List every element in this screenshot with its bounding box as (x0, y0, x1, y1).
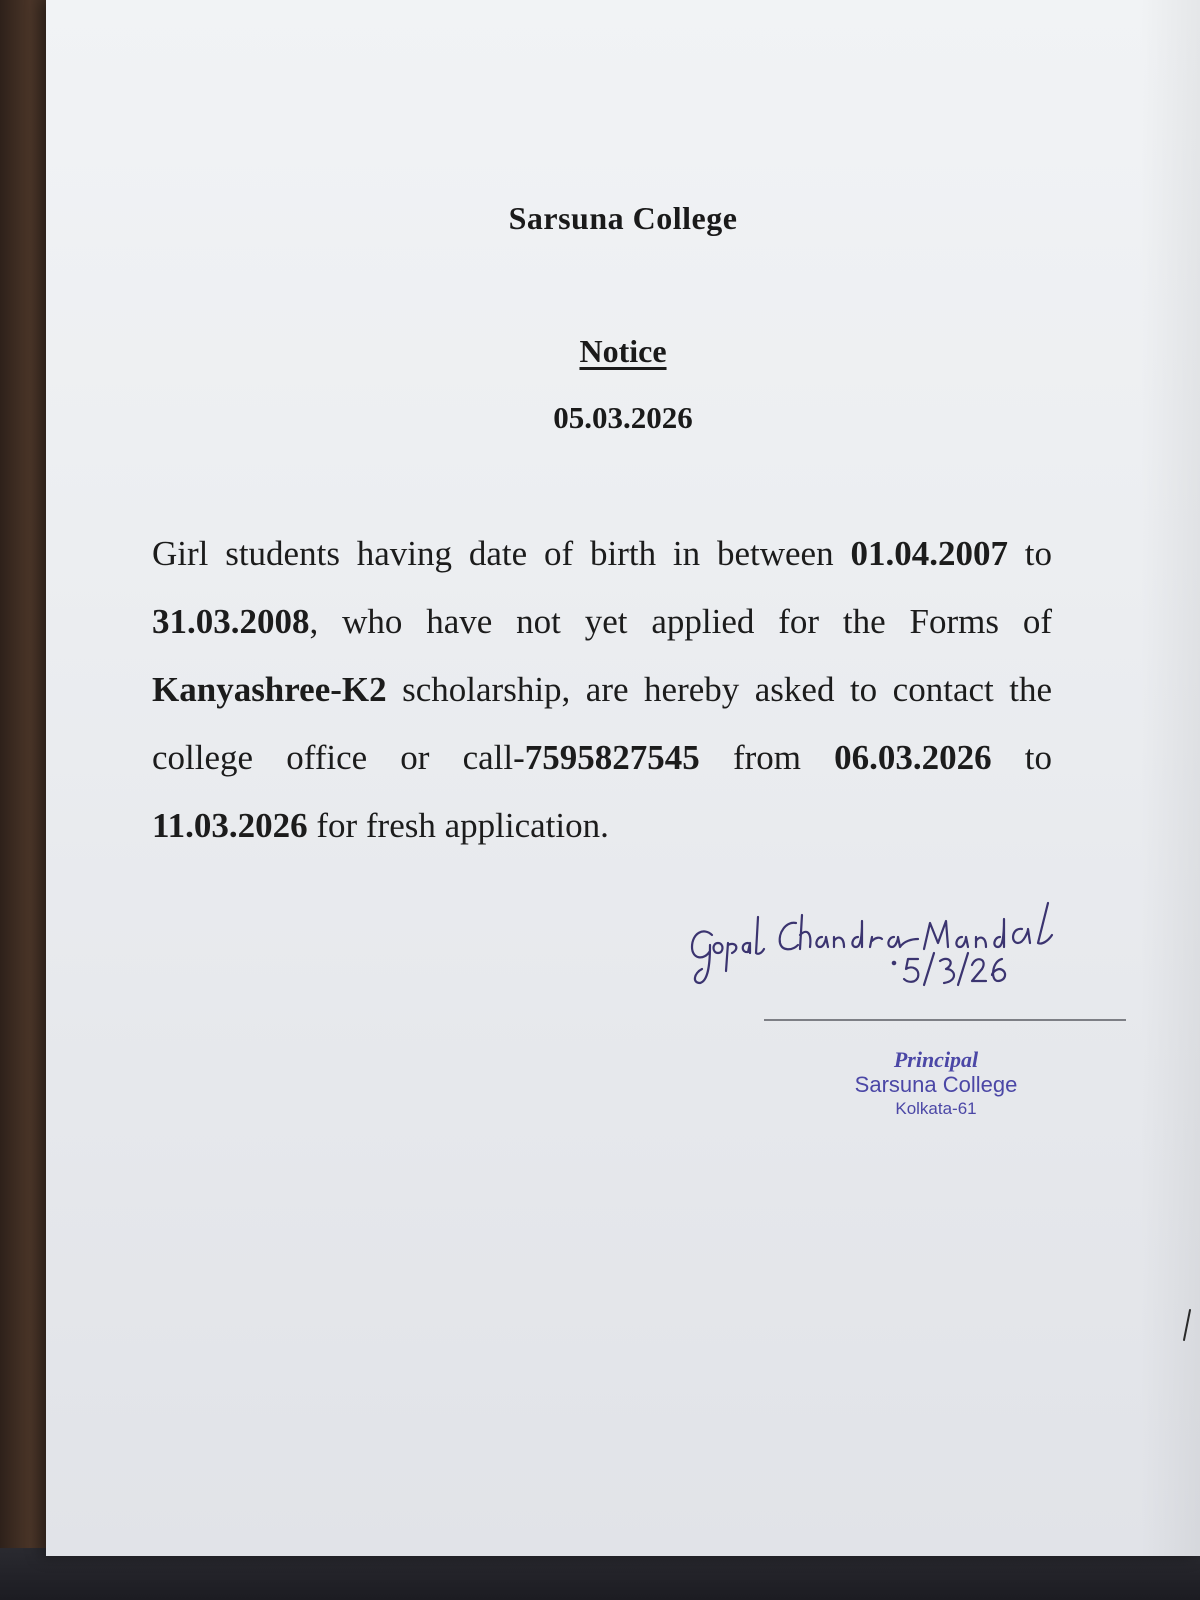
contact-phone: 7595827545 (524, 738, 700, 777)
pen-mark (1176, 1306, 1196, 1346)
scheme-name: Kanyashree-K2 (152, 670, 387, 709)
signature-line (764, 1019, 1126, 1021)
body-segment: , who have not yet applied for the Forms of (309, 602, 1052, 641)
contact-from-date: 06.03.2026 (834, 738, 992, 777)
body-segment: for fresh application. (307, 806, 609, 845)
contact-to-date: 11.03.2026 (152, 806, 308, 845)
stamp-college: Sarsuna College (854, 1072, 1018, 1097)
notice-heading-text: Notice (579, 333, 667, 369)
body-segment: from (699, 738, 835, 777)
notice-paper (46, 0, 1200, 1556)
principal-stamp (786, 1048, 1086, 1120)
body-segment: to (991, 738, 1052, 777)
stamp-city: Kolkata-61 (895, 1099, 977, 1118)
body-segment: scholarship, are hereby asked to contact the college office or call- (152, 670, 1052, 777)
stamp-title: Principal (893, 1047, 979, 1072)
handwritten-signature (686, 895, 1126, 1000)
notice-body (152, 520, 1052, 860)
body-segment: to (1007, 534, 1052, 573)
dob-from: 01.04.2007 (850, 534, 1008, 573)
notice-date: 05.03.2026 (553, 400, 693, 435)
notice-heading (46, 333, 1200, 370)
college-title: Sarsuna College (508, 200, 738, 236)
dob-to: 31.03.2008 (152, 602, 310, 641)
body-segment: Girl students having date of birth in between (152, 534, 851, 573)
